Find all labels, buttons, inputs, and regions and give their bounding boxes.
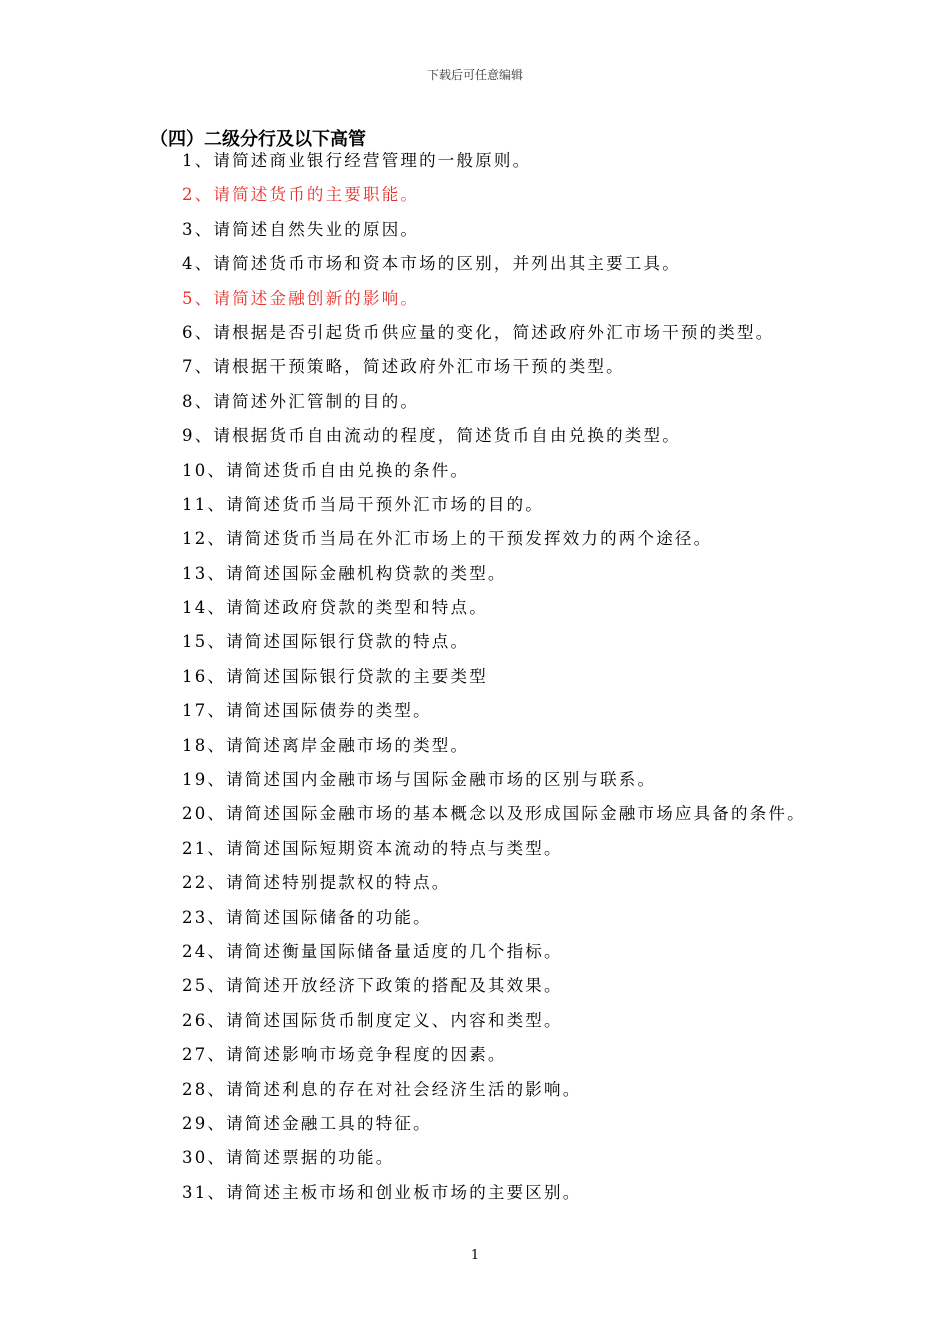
section-title: （四）二级分行及以下高管 — [150, 129, 366, 150]
question-item: 1、请简述商业银行经营管理的一般原则。 — [182, 151, 532, 170]
page-number: 1 — [470, 1248, 480, 1263]
question-item: 8、请简述外汇管制的目的。 — [182, 391, 420, 411]
question-item: 13、请简述国际金融机构贷款的类型。 — [182, 563, 507, 583]
question-item: 3、请简述自然失业的原因。 — [182, 219, 420, 239]
question-item: 7、请根据干预策略，简述政府外汇市场干预的类型。 — [182, 357, 625, 377]
question-list — [182, 148, 806, 1214]
question-item: 17、请简述国际债券的类型。 — [182, 701, 432, 721]
question-item: 30、请简述票据的功能。 — [182, 1148, 395, 1168]
question-item: 25、请简述开放经济下政策的搭配及其效果。 — [182, 976, 563, 996]
question-item: 11、请简述货币当局干预外汇市场的目的。 — [182, 494, 544, 514]
question-item: 5、请简述金融创新的影响。 — [182, 288, 420, 308]
question-item: 27、请简述影响市场竞争程度的因素。 — [182, 1045, 507, 1065]
question-item: 9、请根据货币自由流动的程度，简述货币自由兑换的类型。 — [182, 426, 681, 446]
question-item: 14、请简述政府贷款的类型和特点。 — [182, 598, 488, 618]
question-item: 24、请简述衡量国际储备量适度的几个指标。 — [182, 941, 563, 961]
question-item: 10、请简述货币自由兑换的条件。 — [182, 460, 470, 480]
question-item: 4、请简述货币市场和资本市场的区别，并列出其主要工具。 — [182, 254, 681, 274]
question-item: 19、请简述国内金融市场与国际金融市场的区别与联系。 — [182, 770, 657, 790]
question-item: 31、请简述主板市场和创业板市场的主要区别。 — [182, 1182, 582, 1202]
question-item: 2、请简述货币的主要职能。 — [182, 185, 420, 205]
header-note: 下载后可任意编辑 — [426, 68, 523, 82]
question-item: 23、请简述国际储备的功能。 — [182, 907, 432, 927]
question-item: 16、请简述国际银行贷款的主要类型 — [182, 666, 488, 686]
question-item: 6、请根据是否引起货币供应量的变化，简述政府外汇市场干预的类型。 — [182, 322, 775, 342]
question-item: 12、请简述货币当局在外汇市场上的干预发挥效力的两个途径。 — [182, 529, 713, 549]
question-item: 29、请简述金融工具的特征。 — [182, 1113, 432, 1133]
question-item: 15、请简述国际银行贷款的特点。 — [182, 632, 470, 652]
question-item: 18、请简述离岸金融市场的类型。 — [182, 735, 470, 755]
question-item: 20、请简述国际金融市场的基本概念以及形成国际金融市场应具备的条件。 — [182, 804, 806, 824]
question-item: 28、请简述利息的存在对社会经济生活的影响。 — [182, 1079, 582, 1099]
question-item: 22、请简述特别提款权的特点。 — [182, 873, 451, 893]
question-item: 26、请简述国际货币制度定义、内容和类型。 — [182, 1010, 563, 1030]
question-item: 21、请简述国际短期资本流动的特点与类型。 — [182, 838, 563, 858]
